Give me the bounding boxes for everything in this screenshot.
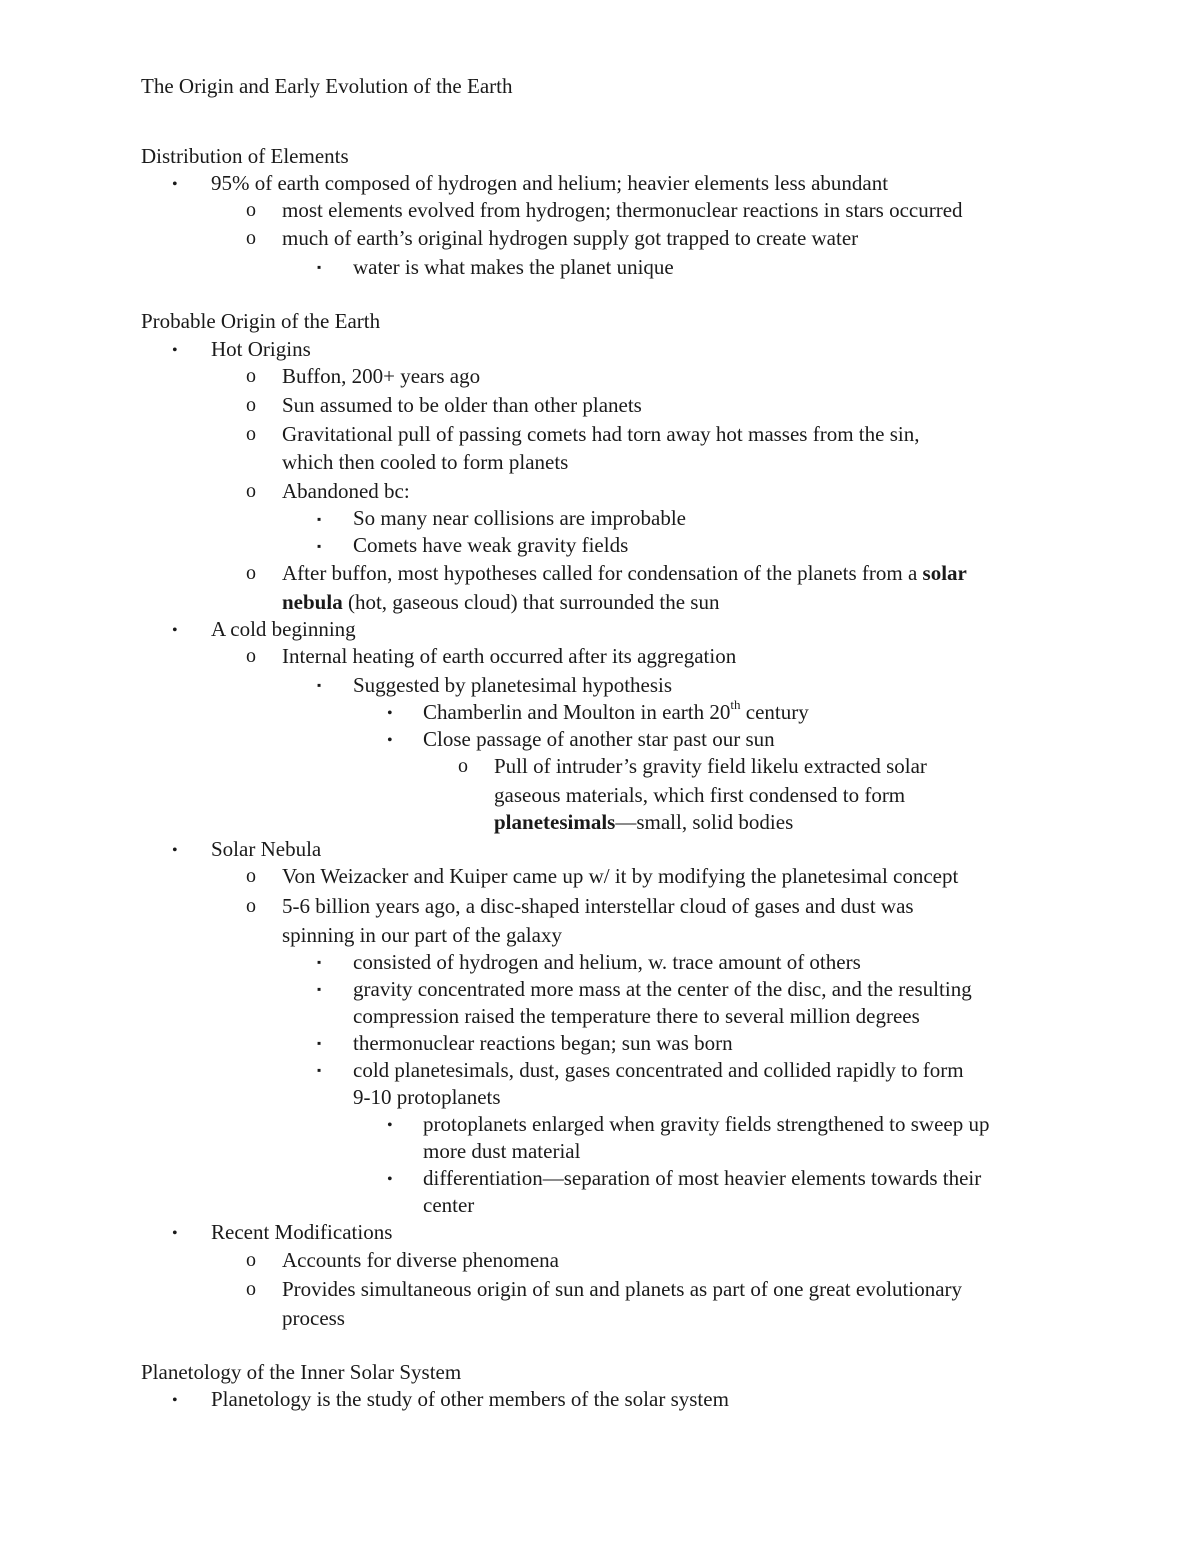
- bullet-marker: ▪: [317, 539, 322, 553]
- list-item: Abandoned bc:: [282, 479, 410, 503]
- list-item-continuation: 9-10 protoplanets: [353, 1085, 501, 1109]
- bullet-marker: •: [172, 1392, 178, 1409]
- list-item: Accounts for diverse phenomena: [282, 1248, 559, 1272]
- list-item-hot-origins: Hot Origins: [211, 337, 311, 361]
- item-text: Chamberlin and Moulton in earth 20: [423, 700, 731, 724]
- list-item: protoplanets enlarged when gravity fields strengthened to sweep up: [423, 1112, 990, 1136]
- list-item-continuation: [494, 809, 793, 836]
- list-item-continuation: process: [282, 1306, 345, 1330]
- bullet-marker: •: [172, 622, 178, 639]
- bullet-marker: o: [246, 394, 256, 416]
- list-item: cold planetesimals, dust, gases concentrated and collided rapidly to form: [353, 1058, 964, 1082]
- list-item: Pull of intruder’s gravity field likelu extracted solar: [494, 754, 927, 778]
- list-item-continuation: center: [423, 1193, 475, 1217]
- bullet-marker: o: [246, 865, 256, 887]
- list-item: consisted of hydrogen and helium, w. trace amount of others: [353, 950, 861, 974]
- bullet-marker: o: [246, 895, 256, 917]
- list-item: Gravitational pull of passing comets had torn away hot masses from the sin,: [282, 422, 920, 446]
- bold-term: solar: [922, 561, 967, 585]
- list-item: thermonuclear reactions began; sun was born: [353, 1031, 733, 1055]
- list-item: [423, 699, 809, 726]
- list-item-continuation: which then cooled to form planets: [282, 450, 569, 474]
- list-item-continuation: [282, 589, 719, 616]
- bullet-marker: o: [246, 645, 256, 667]
- bullet-marker: •: [387, 705, 393, 722]
- bullet-marker: o: [246, 423, 256, 445]
- document-title: The Origin and Early Evolution of the Earth: [141, 74, 513, 98]
- bullet-marker: o: [246, 227, 256, 249]
- list-item: most elements evolved from hydrogen; thermonuclear reactions in stars occurred: [282, 198, 963, 222]
- bullet-marker: •: [387, 732, 393, 749]
- list-item: Comets have weak gravity fields: [353, 533, 629, 557]
- item-text: (hot, gaseous cloud) that surrounded the sun: [342, 590, 720, 614]
- bullet-marker: ▪: [317, 1063, 322, 1077]
- bold-term: planetesimals: [494, 810, 616, 834]
- bullet-marker: o: [246, 365, 256, 387]
- bullet-marker: •: [387, 1117, 393, 1134]
- bullet-marker: o: [246, 1278, 256, 1300]
- section-heading-probable-origin: Probable Origin of the Earth: [141, 309, 381, 333]
- list-item-continuation: more dust material: [423, 1139, 581, 1163]
- list-item: Internal heating of earth occurred after its aggregation: [282, 644, 737, 668]
- item-text: After buffon, most hypotheses called for condensation of the planets from a: [282, 561, 923, 585]
- list-item: Suggested by planetesimal hypothesis: [353, 673, 673, 697]
- bullet-marker: ▪: [317, 982, 322, 996]
- bullet-marker: ▪: [317, 678, 322, 692]
- list-item-continuation: spinning in our part of the galaxy: [282, 923, 562, 947]
- bullet-marker: •: [172, 342, 178, 359]
- bullet-marker: •: [172, 842, 178, 859]
- bullet-marker: ▪: [317, 260, 322, 274]
- bullet-marker: ▪: [317, 1036, 322, 1050]
- list-item: Sun assumed to be older than other planets: [282, 393, 642, 417]
- list-item: Planetology is the study of other members of the solar system: [211, 1387, 729, 1411]
- bullet-marker: ▪: [317, 955, 322, 969]
- list-item: Provides simultaneous origin of sun and planets as part of one great evolutionary: [282, 1277, 963, 1301]
- section-heading-distribution: Distribution of Elements: [141, 144, 349, 168]
- list-item: Von Weizacker and Kuiper came up w/ it by modifying the planetesimal concept: [282, 864, 959, 888]
- bullet-marker: o: [458, 755, 468, 777]
- list-item: Close passage of another star past our sun: [423, 727, 775, 751]
- item-text: —small, solid bodies: [615, 810, 794, 834]
- section-heading-planetology: Planetology of the Inner Solar System: [141, 1360, 462, 1384]
- list-item: much of earth’s original hydrogen supply got trapped to create water: [282, 226, 859, 250]
- bullet-marker: ▪: [317, 512, 322, 526]
- bullet-marker: o: [246, 480, 256, 502]
- list-item: [282, 560, 967, 587]
- bullet-marker: o: [246, 1249, 256, 1271]
- bullet-marker: •: [172, 1225, 178, 1242]
- item-text: century: [740, 700, 809, 724]
- bullet-marker: •: [172, 176, 178, 193]
- list-item: differentiation—separation of most heavier elements towards their: [423, 1166, 982, 1190]
- list-item-cold-beginning: A cold beginning: [211, 617, 356, 641]
- list-item: 95% of earth composed of hydrogen and helium; heavier elements less abundant: [211, 171, 889, 195]
- superscript: th: [730, 697, 741, 712]
- list-item: 5-6 billion years ago, a disc-shaped interstellar cloud of gases and dust was: [282, 894, 914, 918]
- list-item-solar-nebula: Solar Nebula: [211, 837, 322, 861]
- list-item: gravity concentrated more mass at the center of the disc, and the resulting: [353, 977, 972, 1001]
- bold-term: nebula: [282, 590, 343, 614]
- bullet-marker: o: [246, 199, 256, 221]
- list-item: Buffon, 200+ years ago: [282, 364, 481, 388]
- list-item: So many near collisions are improbable: [353, 506, 686, 530]
- bullet-marker: o: [246, 562, 256, 584]
- list-item-continuation: compression raised the temperature there to several million degrees: [353, 1004, 920, 1028]
- list-item: water is what makes the planet unique: [353, 255, 674, 279]
- list-item-continuation: gaseous materials, which first condensed to form: [494, 783, 906, 807]
- bullet-marker: •: [387, 1171, 393, 1188]
- list-item-recent-modifications: Recent Modifications: [211, 1220, 393, 1244]
